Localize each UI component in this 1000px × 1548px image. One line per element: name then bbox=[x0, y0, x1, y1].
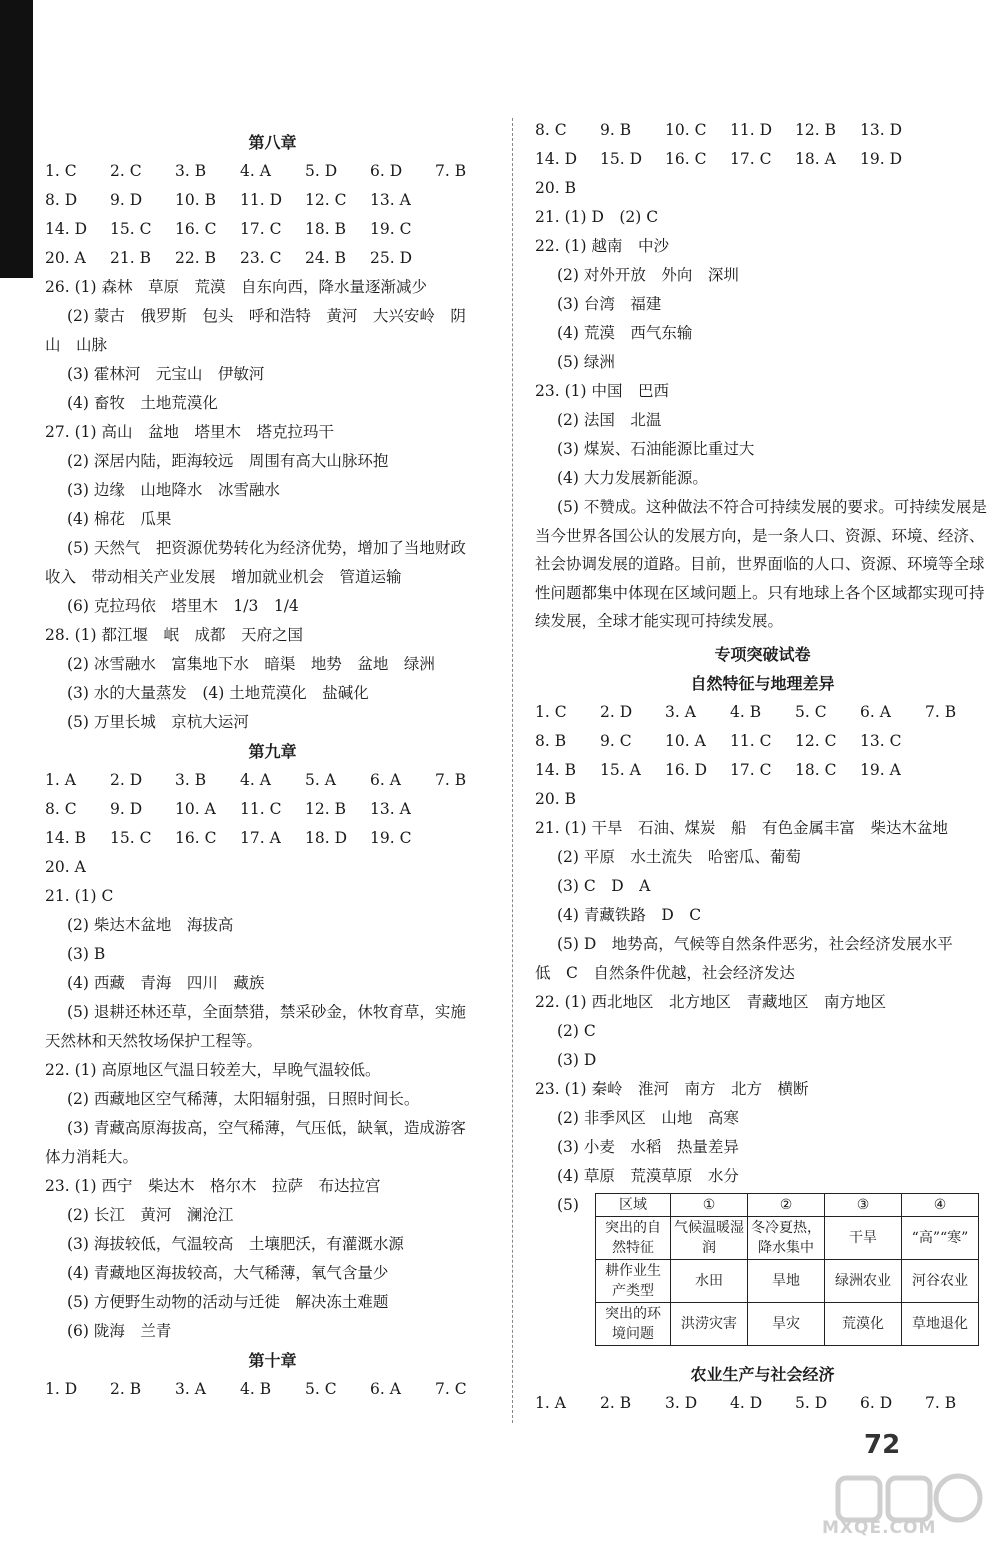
answer-item: 14. D bbox=[535, 150, 578, 168]
special-test-subtitle: 自然特征与地理差异 bbox=[690, 673, 835, 693]
answer-line: 21. (1) 干旱 石油、煤炭 船 有色金属丰富 柴达木盆地 bbox=[535, 818, 948, 837]
answer-row bbox=[45, 215, 500, 244]
answer-line: (3) 边缘 山地降水 冰雪融水 bbox=[67, 481, 280, 499]
answer-item: 11. C bbox=[240, 800, 282, 818]
answer-item: 13. A bbox=[370, 800, 411, 818]
answer-row bbox=[45, 766, 500, 795]
left-column bbox=[45, 128, 500, 1404]
table-cell: 突出的自然特征 bbox=[596, 1216, 671, 1259]
answer-item: 24. B bbox=[305, 249, 346, 267]
answer-item: 9. C bbox=[600, 731, 632, 750]
answer-item: 3. B bbox=[175, 162, 207, 180]
answer-line: (4) 荒漠 西气东输 bbox=[557, 324, 693, 342]
answer-line: (3) D bbox=[557, 1050, 597, 1069]
answer-item: 17. C bbox=[240, 220, 282, 238]
answer-line: (4) 草原 荒漠草原 水分 bbox=[557, 1166, 739, 1185]
chapter10-title: 第十章 bbox=[248, 1351, 297, 1370]
answer-item: 9. D bbox=[110, 191, 143, 209]
answer-line: (5) D 地势高，气候等自然条件恶劣，社会经济发展水平 bbox=[557, 934, 953, 953]
table-cell: 草地退化 bbox=[902, 1302, 979, 1345]
answer-item: 1. D bbox=[45, 1380, 78, 1398]
answer-item: 15. C bbox=[110, 829, 152, 847]
answer-item: 4. D bbox=[730, 1393, 763, 1412]
answer-item: 1. C bbox=[535, 702, 567, 721]
answer-line: (4) 大力发展新能源。 bbox=[557, 469, 708, 487]
answer-line: (4) 西藏 青海 四川 藏族 bbox=[67, 974, 265, 992]
answer-line: (3) 青藏高原海拔高，空气稀薄，气压低，缺氧，造成游客 bbox=[67, 1119, 466, 1137]
answer-item: 12. B bbox=[305, 800, 346, 818]
table-cell: 旱地 bbox=[748, 1259, 825, 1302]
special-test-title: 专项突破试卷 bbox=[714, 644, 811, 664]
answer-line: (3) 台湾 福建 bbox=[557, 295, 662, 313]
page-number: 72 bbox=[864, 1430, 901, 1460]
answer-item: 16. C bbox=[665, 150, 707, 168]
answer-item: 14. B bbox=[535, 760, 576, 779]
answer-item: 15. C bbox=[110, 220, 152, 238]
answer-item: 4. B bbox=[730, 702, 762, 721]
answer-item: 2. C bbox=[110, 162, 142, 180]
answer-item: 9. B bbox=[600, 121, 632, 139]
answer-item: 2. D bbox=[600, 702, 633, 721]
answer-item: 23. C bbox=[240, 249, 282, 267]
answer-line: 23. (1) 秦岭 淮河 南方 北方 横断 bbox=[535, 1079, 809, 1098]
answer-item: 4. A bbox=[240, 162, 271, 180]
answer-item: 5. C bbox=[795, 702, 827, 721]
answer-row bbox=[45, 186, 500, 215]
answer-item: 19. A bbox=[860, 760, 901, 779]
answer-row bbox=[535, 116, 990, 145]
table-cell: 突出的环境问题 bbox=[596, 1302, 671, 1345]
answer-item: 10. A bbox=[175, 800, 216, 818]
answer-line: (2) 深居内陆，距海较远 周围有高大山脉环抱 bbox=[67, 452, 389, 470]
table-header-cell: ③ bbox=[825, 1193, 902, 1216]
answer-line: (3) 霍林河 元宝山 伊敏河 bbox=[67, 365, 265, 383]
answer-item: 5. D bbox=[795, 1393, 828, 1412]
answer-row bbox=[45, 244, 500, 273]
answer-item: 7. B bbox=[925, 702, 957, 721]
answer-item: 16. C bbox=[175, 829, 217, 847]
answer-item: 2. D bbox=[110, 771, 143, 789]
answer-item: 3. D bbox=[665, 1393, 698, 1412]
answer-line: (3) 煤炭、石油能源比重过大 bbox=[557, 440, 755, 458]
table-row bbox=[596, 1259, 979, 1302]
answer-item: 12. B bbox=[795, 121, 836, 139]
answer-item: 19. C bbox=[370, 220, 412, 238]
answer-item: 8. B bbox=[535, 731, 567, 750]
answer-item: 12. C bbox=[305, 191, 347, 209]
answer-item: 17. C bbox=[730, 150, 772, 168]
answer-line: (5) 天然气 把资源优势转化为经济优势，增加了当地财政 bbox=[67, 539, 466, 557]
answer-row bbox=[535, 698, 990, 727]
answer-line: (2) 长江 黄河 澜沧江 bbox=[67, 1206, 234, 1224]
answer-row bbox=[45, 795, 500, 824]
answer-item: 1. A bbox=[45, 771, 76, 789]
answer-item: 1. C bbox=[45, 162, 77, 180]
answer-item: 22. B bbox=[175, 249, 216, 267]
continued-answer-lines bbox=[535, 203, 990, 493]
column-divider bbox=[512, 118, 513, 1423]
answer-item: 4. A bbox=[240, 771, 271, 789]
chapter9-answer-lines bbox=[45, 882, 500, 1346]
table-cell: 冬冷夏热，降水集中 bbox=[748, 1216, 825, 1259]
chapter8-title: 第八章 bbox=[248, 133, 297, 152]
answer-item: 21. B bbox=[110, 249, 151, 267]
answer-line: (2) 平原 水土流失 哈密瓜、葡萄 bbox=[557, 847, 801, 866]
answer-item: 5. D bbox=[305, 162, 338, 180]
answer-item: 11. D bbox=[730, 121, 773, 139]
answer-item: 11. C bbox=[730, 731, 772, 750]
answer-item: 8. D bbox=[45, 191, 78, 209]
answer-line: (4) 青藏铁路 D C bbox=[557, 905, 702, 924]
table-question-row bbox=[535, 1191, 990, 1346]
answer-line: (4) 畜牧 土地荒漠化 bbox=[67, 394, 218, 412]
watermark-text: MXQE.COM bbox=[822, 1518, 937, 1538]
answer-item: 2. B bbox=[110, 1380, 142, 1398]
answer-line: 收入 带动相关产业发展 增加就业机会 管道运输 bbox=[45, 568, 402, 586]
answer-item: 7. B bbox=[435, 771, 467, 789]
answer-row bbox=[535, 785, 990, 814]
answer-item: 2. B bbox=[600, 1393, 632, 1412]
answer-item: 8. C bbox=[45, 800, 77, 818]
answer-line: (2) 蒙古 俄罗斯 包头 呼和浩特 黄河 大兴安岭 阴 bbox=[67, 307, 466, 325]
chapter8-choice-answers bbox=[45, 157, 500, 273]
answer-item: 7. C bbox=[435, 1380, 467, 1398]
chapter9-title: 第九章 bbox=[248, 742, 297, 761]
answer-line: 26. (1) 森林 草原 荒漠 自东向西，降水量逐渐减少 bbox=[45, 278, 427, 296]
answer-item: 20. A bbox=[45, 249, 86, 267]
answer-item: 20. B bbox=[535, 179, 576, 197]
answer-line: (5) 万里长城 京杭大运河 bbox=[67, 713, 249, 731]
answer-item: 14. D bbox=[45, 220, 88, 238]
answer-item: 3. B bbox=[175, 771, 207, 789]
answer-line: (2) 对外开放 外向 深圳 bbox=[557, 266, 739, 284]
answer-line: (3) 水的大量蒸发 (4) 土地荒漠化 盐碱化 bbox=[67, 684, 369, 702]
answer-line: 天然林和天然牧场保护工程等。 bbox=[45, 1032, 263, 1050]
answer-line: (5) 退耕还林还草，全面禁猎，禁采砂金，休牧育草，实施 bbox=[67, 1003, 466, 1021]
answer-item: 12. C bbox=[795, 731, 837, 750]
answer-item: 17. C bbox=[730, 760, 772, 779]
answer-item: 19. C bbox=[370, 829, 412, 847]
answer-line: 21. (1) D (2) C bbox=[535, 208, 659, 226]
answer-item: 16. D bbox=[665, 760, 708, 779]
answer-item: 10. C bbox=[665, 121, 707, 139]
answer-item: 9. D bbox=[110, 800, 143, 818]
answer-row bbox=[535, 727, 990, 756]
answer-item: 11. D bbox=[240, 191, 283, 209]
answer-line: (3) 小麦 水稻 热量差异 bbox=[557, 1137, 739, 1156]
answer-line: (2) 非季风区 山地 高寒 bbox=[557, 1108, 739, 1127]
table-header-cell: ① bbox=[671, 1193, 748, 1216]
answer-row bbox=[535, 174, 990, 203]
answer-item: 17. A bbox=[240, 829, 281, 847]
table-cell: 水田 bbox=[671, 1259, 748, 1302]
right-column bbox=[535, 116, 990, 1418]
answer-line: (2) C bbox=[557, 1021, 596, 1040]
answer-item: 18. D bbox=[305, 829, 348, 847]
answer-row bbox=[45, 824, 500, 853]
answer-line: (2) 法国 北温 bbox=[557, 411, 662, 429]
answer-item: 6. A bbox=[370, 1380, 401, 1398]
answer-line: (5) 方便野生动物的活动与迁徙 解决冻土难题 bbox=[67, 1293, 389, 1311]
table-header-cell: ② bbox=[748, 1193, 825, 1216]
answer-item: 13. A bbox=[370, 191, 411, 209]
special-answer-lines bbox=[535, 814, 990, 1191]
answer-line: (3) B bbox=[67, 945, 106, 963]
answer-line: 低 C 自然条件优越，社会经济发达 bbox=[535, 963, 795, 982]
answer-item: 13. C bbox=[860, 731, 902, 750]
answer-line: 23. (1) 中国 巴西 bbox=[535, 382, 669, 400]
answer-line: (3) 海拔较低，气温较高 土壤肥沃，有灌溉水源 bbox=[67, 1235, 404, 1253]
answer-item: 6. A bbox=[860, 702, 891, 721]
answer-item: 6. D bbox=[860, 1393, 893, 1412]
answer-item: 15. A bbox=[600, 760, 641, 779]
continued-choice-answers bbox=[535, 116, 990, 203]
answer-item: 6. D bbox=[370, 162, 403, 180]
table-row bbox=[596, 1216, 979, 1259]
answer-row bbox=[45, 853, 500, 882]
answer-item: 1. A bbox=[535, 1393, 566, 1412]
answer-line: (2) 柴达木盆地 海拔高 bbox=[67, 916, 234, 934]
scan-edge-bar bbox=[0, 0, 33, 278]
table-header-cell: ④ bbox=[902, 1193, 979, 1216]
table-row bbox=[596, 1302, 979, 1345]
answer-item: 3. A bbox=[665, 702, 696, 721]
answer-item: 8. C bbox=[535, 121, 567, 139]
table-header-row bbox=[596, 1193, 979, 1216]
answer-line: (5) 绿洲 bbox=[557, 353, 615, 371]
table-header-cell: 区域 bbox=[596, 1193, 671, 1216]
table-cell: 洪涝灾害 bbox=[671, 1302, 748, 1345]
region-comparison-table bbox=[595, 1193, 979, 1346]
answer-line: 体力消耗大。 bbox=[45, 1148, 139, 1166]
answer-item: 5. A bbox=[305, 771, 336, 789]
answer-line: 22. (1) 高原地区气温日较差大，早晚气温较低。 bbox=[45, 1061, 381, 1079]
answer-item: 14. B bbox=[45, 829, 86, 847]
answer-row bbox=[535, 145, 990, 174]
table-cell: 旱灾 bbox=[748, 1302, 825, 1345]
table-question-label: (5) bbox=[557, 1195, 579, 1214]
table-cell: 气候温暖湿润 bbox=[671, 1216, 748, 1259]
answer-line: 22. (1) 西北地区 北方地区 青藏地区 南方地区 bbox=[535, 992, 886, 1011]
answer-line: (4) 棉花 瓜果 bbox=[67, 510, 172, 528]
table-cell: 干旱 bbox=[825, 1216, 902, 1259]
answer-line: 21. (1) C bbox=[45, 887, 114, 905]
answer-line: (2) 冰雪融水 富集地下水 暗渠 地势 盆地 绿洲 bbox=[67, 655, 435, 673]
answer-row bbox=[45, 1375, 500, 1404]
answer-line: (6) 克拉玛依 塔里木 1/3 1/4 bbox=[67, 597, 299, 615]
answer-line: (3) C D A bbox=[557, 876, 651, 895]
answer-line: 27. (1) 高山 盆地 塔里木 塔克拉玛干 bbox=[45, 423, 334, 441]
answer-item: 5. C bbox=[305, 1380, 337, 1398]
answer-line: (2) 西藏地区空气稀薄，太阳辐射强，日照时间长。 bbox=[67, 1090, 420, 1108]
agri-section-title: 农业生产与社会经济 bbox=[690, 1364, 835, 1384]
answer-line: 22. (1) 越南 中沙 bbox=[535, 237, 669, 255]
answer-item: 10. A bbox=[665, 731, 706, 750]
table-cell: “高”“寒” bbox=[902, 1216, 979, 1259]
answer-line: 23. (1) 西宁 柴达木 格尔木 拉萨 布达拉宫 bbox=[45, 1177, 381, 1195]
answer-item: 18. C bbox=[795, 760, 837, 779]
answer-item: 15. D bbox=[600, 150, 643, 168]
agri-choice-answers bbox=[535, 1389, 990, 1418]
table-cell: 河谷农业 bbox=[902, 1259, 979, 1302]
answer-item: 18. A bbox=[795, 150, 836, 168]
table-cell: 绿洲农业 bbox=[825, 1259, 902, 1302]
answer-item: 16. C bbox=[175, 220, 217, 238]
answer-line: 28. (1) 都江堰 岷 成都 天府之国 bbox=[45, 626, 303, 644]
answer-item: 7. B bbox=[435, 162, 467, 180]
table-cell: 荒漠化 bbox=[825, 1302, 902, 1345]
answer-row bbox=[45, 157, 500, 186]
answer-item: 13. D bbox=[860, 121, 903, 139]
answer-item: 7. B bbox=[925, 1393, 957, 1412]
sustainability-paragraph: (5) 不赞成。这种做法不符合可持续发展的要求。可持续发展是当今世界各国公认的发展方向，是一条人口、资源、环境、经济、社会协调发展的道路。目前，世界面临的人口、资源、环境等全球性问题都集中体现在区域问题上。只有地球上各个区域都实现可持续发展，全球才能实现可持续发展。 bbox=[535, 498, 987, 631]
answer-item: 20. A bbox=[45, 858, 86, 876]
answer-item: 4. B bbox=[240, 1380, 272, 1398]
chapter10-choice-answers bbox=[45, 1375, 500, 1404]
answer-item: 6. A bbox=[370, 771, 401, 789]
answer-item: 19. D bbox=[860, 150, 903, 168]
answer-item: 18. B bbox=[305, 220, 346, 238]
answer-line: 山 山脉 bbox=[45, 336, 108, 354]
chapter8-answer-lines bbox=[45, 273, 500, 737]
answer-row bbox=[535, 756, 990, 785]
answer-item: 3. A bbox=[175, 1380, 206, 1398]
table-cell: 耕作业生产类型 bbox=[596, 1259, 671, 1302]
answer-row bbox=[535, 1389, 990, 1418]
answer-item: 25. D bbox=[370, 249, 413, 267]
answer-item: 10. B bbox=[175, 191, 216, 209]
answer-line: (6) 陇海 兰青 bbox=[67, 1322, 172, 1340]
answer-item: 20. B bbox=[535, 789, 576, 808]
answer-line: (4) 青藏地区海拔较高，大气稀薄，氧气含量少 bbox=[67, 1264, 389, 1282]
chapter9-choice-answers bbox=[45, 766, 500, 882]
special-choice-answers bbox=[535, 698, 990, 814]
